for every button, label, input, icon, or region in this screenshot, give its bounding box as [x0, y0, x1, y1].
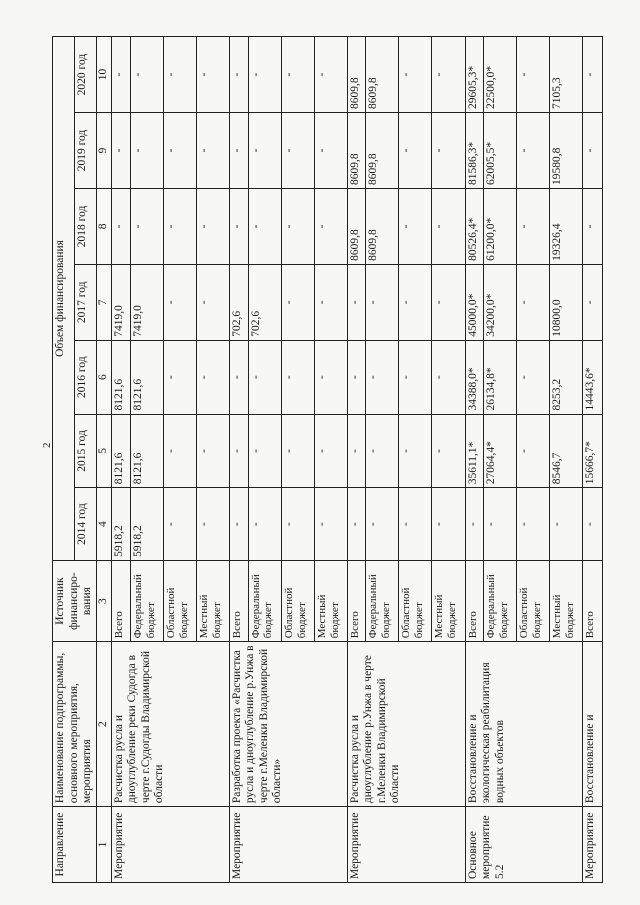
header-volume: Объем финансирования — [53, 37, 75, 561]
value-cell: - — [432, 414, 465, 488]
table-row — [111, 37, 130, 883]
value-cell: - — [196, 340, 229, 414]
value-cell: - — [196, 414, 229, 488]
value-cell: - — [517, 340, 550, 414]
value-cell: - — [229, 414, 248, 488]
value-cell: - — [517, 113, 550, 189]
value-cell: - — [465, 488, 484, 561]
source-cell: Всего — [465, 560, 484, 641]
value-cell: - — [248, 340, 281, 414]
value-cell: 8609,8 — [347, 113, 366, 189]
financing-table — [52, 36, 603, 883]
value-cell: - — [517, 264, 550, 340]
header-year: 2018 год — [74, 188, 96, 264]
value-cell: 8253,2 — [550, 340, 583, 414]
value-cell: 15666,7* — [583, 414, 602, 488]
table-row — [465, 37, 484, 883]
value-cell: - — [163, 264, 196, 340]
page-number: 2 — [41, 442, 53, 448]
header-year: 2019 год — [74, 113, 96, 189]
value-cell: - — [517, 188, 550, 264]
value-cell: 81586,3* — [465, 113, 484, 189]
value-cell: 8609,8 — [347, 188, 366, 264]
value-cell: 22500,0* — [484, 37, 517, 113]
value-cell: - — [229, 340, 248, 414]
value-cell: - — [550, 488, 583, 561]
value-cell: - — [130, 188, 163, 264]
source-cell: Местный бюджет — [196, 560, 229, 641]
table-row — [229, 37, 248, 883]
value-cell: - — [248, 414, 281, 488]
value-cell: - — [196, 113, 229, 189]
source-cell: Всего — [583, 560, 602, 641]
value-cell: 8121,6 — [130, 414, 163, 488]
value-cell: 19326,4 — [550, 188, 583, 264]
value-cell: - — [281, 113, 314, 189]
value-cell: - — [366, 488, 399, 561]
value-cell: 35611,1* — [465, 414, 484, 488]
value-cell: - — [281, 37, 314, 113]
value-cell: 8609,8 — [366, 37, 399, 113]
value-cell: 8609,8 — [366, 188, 399, 264]
value-cell: - — [111, 113, 130, 189]
value-cell: - — [399, 414, 432, 488]
value-cell: 8609,8 — [347, 37, 366, 113]
value-cell: - — [248, 188, 281, 264]
source-cell: Местный бюджет — [550, 560, 583, 641]
header-year: 2016 год — [74, 340, 96, 414]
header-year: 2017 год — [74, 264, 96, 340]
value-cell: - — [196, 488, 229, 561]
value-cell: - — [248, 37, 281, 113]
value-cell: - — [517, 37, 550, 113]
header-name: Наименование подпрограммы, основного мероприятия, мероприятия — [53, 642, 97, 807]
value-cell: - — [229, 37, 248, 113]
value-cell: - — [229, 488, 248, 561]
column-index: 7 — [96, 264, 111, 340]
measure-name-cell: Расчистка русла и дноуглубление р.Унжа в черте г.Меленки Владимирской области — [347, 642, 465, 807]
column-index: 1 — [96, 807, 111, 883]
value-cell: 702,6 — [229, 264, 248, 340]
value-cell: - — [196, 37, 229, 113]
table-row — [583, 37, 602, 883]
direction-cell: Мероприятие — [583, 807, 602, 883]
value-cell: - — [281, 188, 314, 264]
value-cell: 26134,8* — [484, 340, 517, 414]
value-cell: 29605,3* — [465, 37, 484, 113]
value-cell: 34388,0* — [465, 340, 484, 414]
value-cell: 8121,6 — [130, 340, 163, 414]
value-cell: - — [314, 188, 347, 264]
value-cell: - — [399, 113, 432, 189]
measure-name-cell: Восстановление и экологическая реабилитация водных объектов — [465, 642, 583, 807]
value-cell: - — [130, 37, 163, 113]
value-cell: - — [196, 188, 229, 264]
value-cell: 80526,4* — [465, 188, 484, 264]
value-cell: 8121,6 — [111, 340, 130, 414]
value-cell: - — [366, 340, 399, 414]
value-cell: - — [314, 414, 347, 488]
source-cell: Областной бюджет — [517, 560, 550, 641]
value-cell: - — [432, 340, 465, 414]
value-cell: - — [196, 264, 229, 340]
source-cell: Федеральный бюджет — [484, 560, 517, 641]
value-cell: - — [347, 340, 366, 414]
value-cell: - — [366, 264, 399, 340]
source-cell: Всего — [347, 560, 366, 641]
value-cell: - — [281, 414, 314, 488]
value-cell: 14443,6* — [583, 340, 602, 414]
source-cell: Областной бюджет — [281, 560, 314, 641]
measure-name-cell: Расчистка русла и дноуглубление реки Судогда в черте г.Судогды Владимирской области — [111, 642, 229, 807]
rotated-table-wrapper — [52, 36, 597, 883]
value-cell: - — [432, 113, 465, 189]
value-cell: - — [163, 37, 196, 113]
column-index: 4 — [96, 488, 111, 561]
value-cell: - — [314, 113, 347, 189]
value-cell: 10800,0 — [550, 264, 583, 340]
value-cell: - — [347, 264, 366, 340]
value-cell: 62005,5* — [484, 113, 517, 189]
value-cell: - — [399, 188, 432, 264]
value-cell: - — [130, 113, 163, 189]
direction-cell: Основное мероприятие 5.2 — [465, 807, 583, 883]
value-cell: 61200,0* — [484, 188, 517, 264]
source-cell: Всего — [111, 560, 130, 641]
value-cell: - — [583, 488, 602, 561]
value-cell: 7105,3 — [550, 37, 583, 113]
value-cell: - — [229, 113, 248, 189]
value-cell: - — [111, 37, 130, 113]
value-cell: - — [281, 488, 314, 561]
direction-cell: Мероприятие — [347, 807, 465, 883]
value-cell: - — [432, 37, 465, 113]
source-cell: Местный бюджет — [314, 560, 347, 641]
value-cell: - — [583, 264, 602, 340]
column-index: 10 — [96, 37, 111, 113]
value-cell: 702,6 — [248, 264, 281, 340]
value-cell: - — [314, 488, 347, 561]
direction-cell: Мероприятие — [229, 807, 347, 883]
column-index: 8 — [96, 188, 111, 264]
value-cell: 8546,7 — [550, 414, 583, 488]
column-index: 6 — [96, 340, 111, 414]
value-cell: - — [517, 488, 550, 561]
source-cell: Местный бюджет — [432, 560, 465, 641]
value-cell: - — [399, 37, 432, 113]
value-cell: 8121,6 — [111, 414, 130, 488]
value-cell: 19580,8 — [550, 113, 583, 189]
value-cell: - — [248, 488, 281, 561]
measure-name-cell: Восстановление и — [583, 642, 602, 807]
header-direction: Направление — [53, 807, 97, 883]
source-cell: Федеральный бюджет — [130, 560, 163, 641]
value-cell: - — [248, 113, 281, 189]
table-row — [347, 37, 366, 883]
value-cell: - — [163, 414, 196, 488]
value-cell: - — [281, 264, 314, 340]
header-year: 2020 год — [74, 37, 96, 113]
value-cell: - — [583, 37, 602, 113]
value-cell: - — [432, 188, 465, 264]
value-cell: 27064,4* — [484, 414, 517, 488]
source-cell: Областной бюджет — [399, 560, 432, 641]
measure-name-cell: Разработка проекта «Расчистка русла и дноуглубление р.Унжа в черте г.Меленки Владимирской области» — [229, 642, 347, 807]
value-cell: 34200,0* — [484, 264, 517, 340]
column-index: 9 — [96, 113, 111, 189]
value-cell: - — [399, 264, 432, 340]
value-cell: - — [399, 488, 432, 561]
value-cell: - — [347, 488, 366, 561]
source-cell: Федеральный бюджет — [366, 560, 399, 641]
direction-cell: Мероприятие — [111, 807, 229, 883]
value-cell: 7419,0 — [111, 264, 130, 340]
value-cell: - — [583, 188, 602, 264]
value-cell: - — [432, 264, 465, 340]
value-cell: 7419,0 — [130, 264, 163, 340]
value-cell: - — [163, 488, 196, 561]
value-cell: - — [111, 188, 130, 264]
value-cell: 8609,8 — [366, 113, 399, 189]
value-cell: 45000,0* — [465, 264, 484, 340]
value-cell: - — [163, 340, 196, 414]
value-cell: - — [583, 113, 602, 189]
value-cell: 5918,2 — [130, 488, 163, 561]
value-cell: - — [366, 414, 399, 488]
column-index: 2 — [96, 642, 111, 807]
header-year: 2015 год — [74, 414, 96, 488]
value-cell: 5918,2 — [111, 488, 130, 561]
value-cell: - — [314, 37, 347, 113]
source-cell: Областной бюджет — [163, 560, 196, 641]
value-cell: - — [229, 188, 248, 264]
source-cell: Федеральный бюджет — [248, 560, 281, 641]
header-year: 2014 год — [74, 488, 96, 561]
value-cell: - — [347, 414, 366, 488]
column-index: 5 — [96, 414, 111, 488]
column-index: 3 — [96, 560, 111, 641]
value-cell: - — [163, 188, 196, 264]
value-cell: - — [432, 488, 465, 561]
table-body — [111, 37, 602, 883]
value-cell: - — [484, 488, 517, 561]
header-source: Источник финансиро-вания — [53, 560, 97, 641]
value-cell: - — [163, 113, 196, 189]
value-cell: - — [314, 340, 347, 414]
value-cell: - — [399, 340, 432, 414]
value-cell: - — [281, 340, 314, 414]
value-cell: - — [314, 264, 347, 340]
source-cell: Всего — [229, 560, 248, 641]
value-cell: - — [517, 414, 550, 488]
